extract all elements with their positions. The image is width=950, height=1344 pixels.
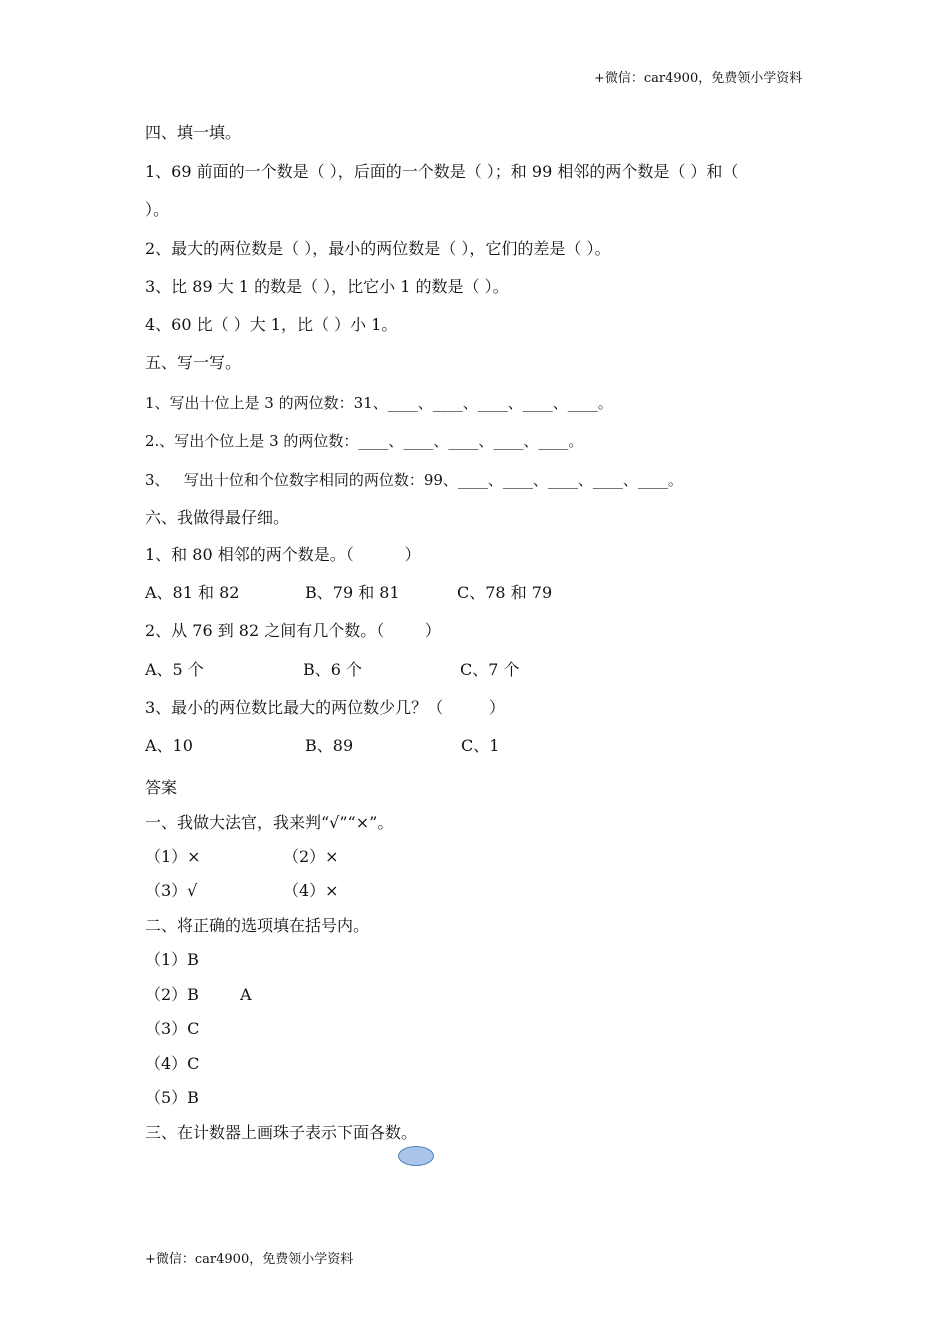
abacus-bead-shape bbox=[398, 1146, 434, 1166]
page-footer: +微信：car4900，免费领小学资料 bbox=[145, 1252, 354, 1267]
answer-item: （4）× bbox=[283, 881, 339, 900]
answer-item: （1）× bbox=[145, 847, 201, 866]
answer-item: （2）B bbox=[145, 985, 199, 1004]
answer-item: （3）C bbox=[145, 1019, 200, 1038]
option-c: C、7 个 bbox=[460, 660, 520, 679]
question-5-3: 3、 写出十位和个位数字相同的两位数：99、____、____、____、____、____。 bbox=[145, 471, 683, 489]
answer-item: （5）B bbox=[145, 1088, 199, 1107]
question-4-3: 3、比 89 大 1 的数是（ ），比它小 1 的数是（ ）。 bbox=[145, 277, 509, 296]
option-b: B、89 bbox=[305, 736, 354, 755]
question-4-2: 2、最大的两位数是（ ），最小的两位数是（ ），它们的差是（ ）。 bbox=[145, 239, 611, 258]
option-a: A、81 和 82 bbox=[145, 583, 240, 602]
question-5-1: 1、写出十位上是 3 的两位数：31、____、____、____、____、____。 bbox=[145, 394, 613, 412]
answers-part-1-title: 一、我做大法官，我来判“√”“×”。 bbox=[145, 813, 394, 832]
section-6-title: 六、我做得最仔细。 bbox=[145, 508, 290, 527]
answers-part-3-title: 三、在计数器上画珠子表示下面各数。 bbox=[145, 1123, 418, 1142]
section-4-title: 四、填一填。 bbox=[145, 123, 242, 142]
answer-item: （2）× bbox=[283, 847, 339, 866]
answers-title: 答案 bbox=[145, 778, 178, 797]
option-a: A、5 个 bbox=[145, 660, 204, 679]
section-5-title: 五、写一写。 bbox=[145, 353, 242, 372]
question-6-1: 1、和 80 相邻的两个数是。（ ） bbox=[145, 545, 421, 564]
option-a: A、10 bbox=[145, 736, 193, 755]
question-6-3: 3、最小的两位数比最大的两位数少几？（ ） bbox=[145, 698, 505, 717]
answer-item: A bbox=[240, 985, 252, 1004]
question-4-1-cont: ）。 bbox=[145, 200, 170, 219]
question-4-4: 4、60 比（ ）大 1，比（ ）小 1。 bbox=[145, 315, 398, 334]
answer-item: （1）B bbox=[145, 950, 199, 969]
answers-part-2-title: 二、将正确的选项填在括号内。 bbox=[145, 916, 370, 935]
option-c: C、1 bbox=[461, 736, 500, 755]
answer-item: （3）√ bbox=[145, 881, 198, 900]
page-header: +微信：car4900，免费领小学资料 bbox=[594, 71, 803, 86]
option-b: B、79 和 81 bbox=[305, 583, 400, 602]
option-c: C、78 和 79 bbox=[457, 583, 553, 602]
question-5-2: 2.、写出个位上是 3 的两位数：____、____、____、____、____。 bbox=[145, 432, 584, 450]
question-6-2: 2、从 76 到 82 之间有几个数。（ ） bbox=[145, 621, 441, 640]
question-4-1: 1、69 前面的一个数是（ ），后面的一个数是（ ）；和 99 相邻的两个数是（ ）和（ bbox=[145, 162, 739, 181]
answer-item: （4）C bbox=[145, 1054, 200, 1073]
option-b: B、6 个 bbox=[303, 660, 363, 679]
